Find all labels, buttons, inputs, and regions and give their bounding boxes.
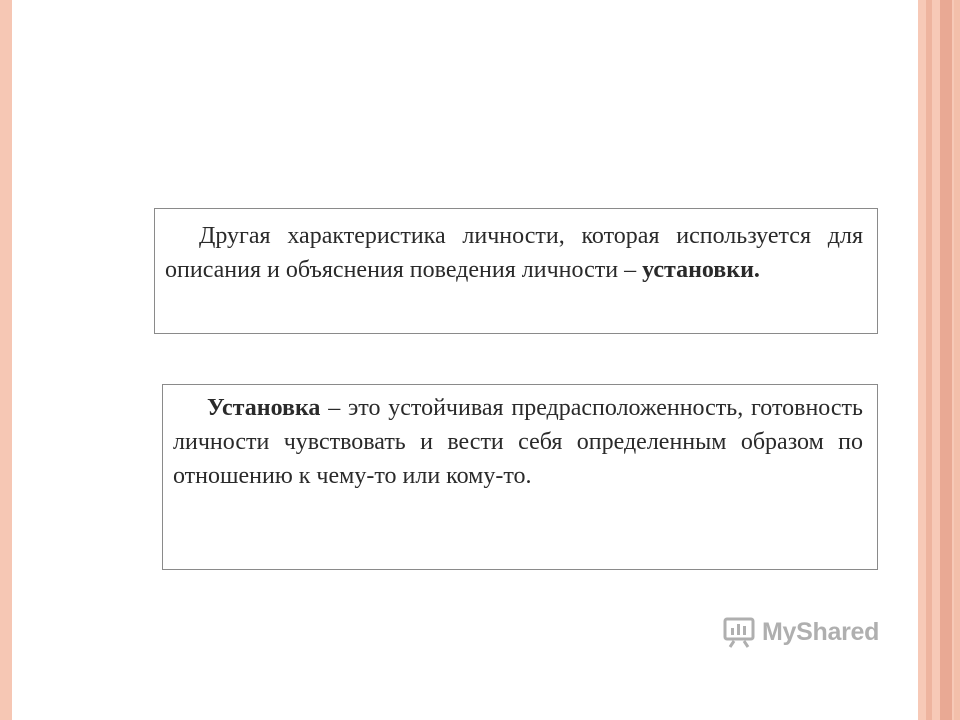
attitude-intro-text: Другая характеристика личности, которая используется для описания и объяснения поведения личности – [165, 223, 863, 283]
left-decorative-stripe [0, 0, 12, 720]
definition-term: Установка [207, 395, 321, 421]
attitude-term-bold: установки. [642, 257, 760, 283]
definition-text: – это устойчивая предрасположенность, готовность личности чувствовать и вести себя определенным образом по отношению к чему-то или кому-то. [173, 395, 863, 489]
attitude-intro-box [154, 208, 878, 334]
myshared-logo-icon [722, 615, 756, 649]
myshared-watermark [722, 612, 879, 652]
right-decorative-stripe-dark [940, 0, 952, 720]
right-decorative-stripe-edge [954, 0, 960, 720]
attitude-definition-box [162, 384, 878, 570]
right-decorative-stripe-mid [926, 0, 932, 720]
watermark-text: MyShared [762, 617, 880, 646]
